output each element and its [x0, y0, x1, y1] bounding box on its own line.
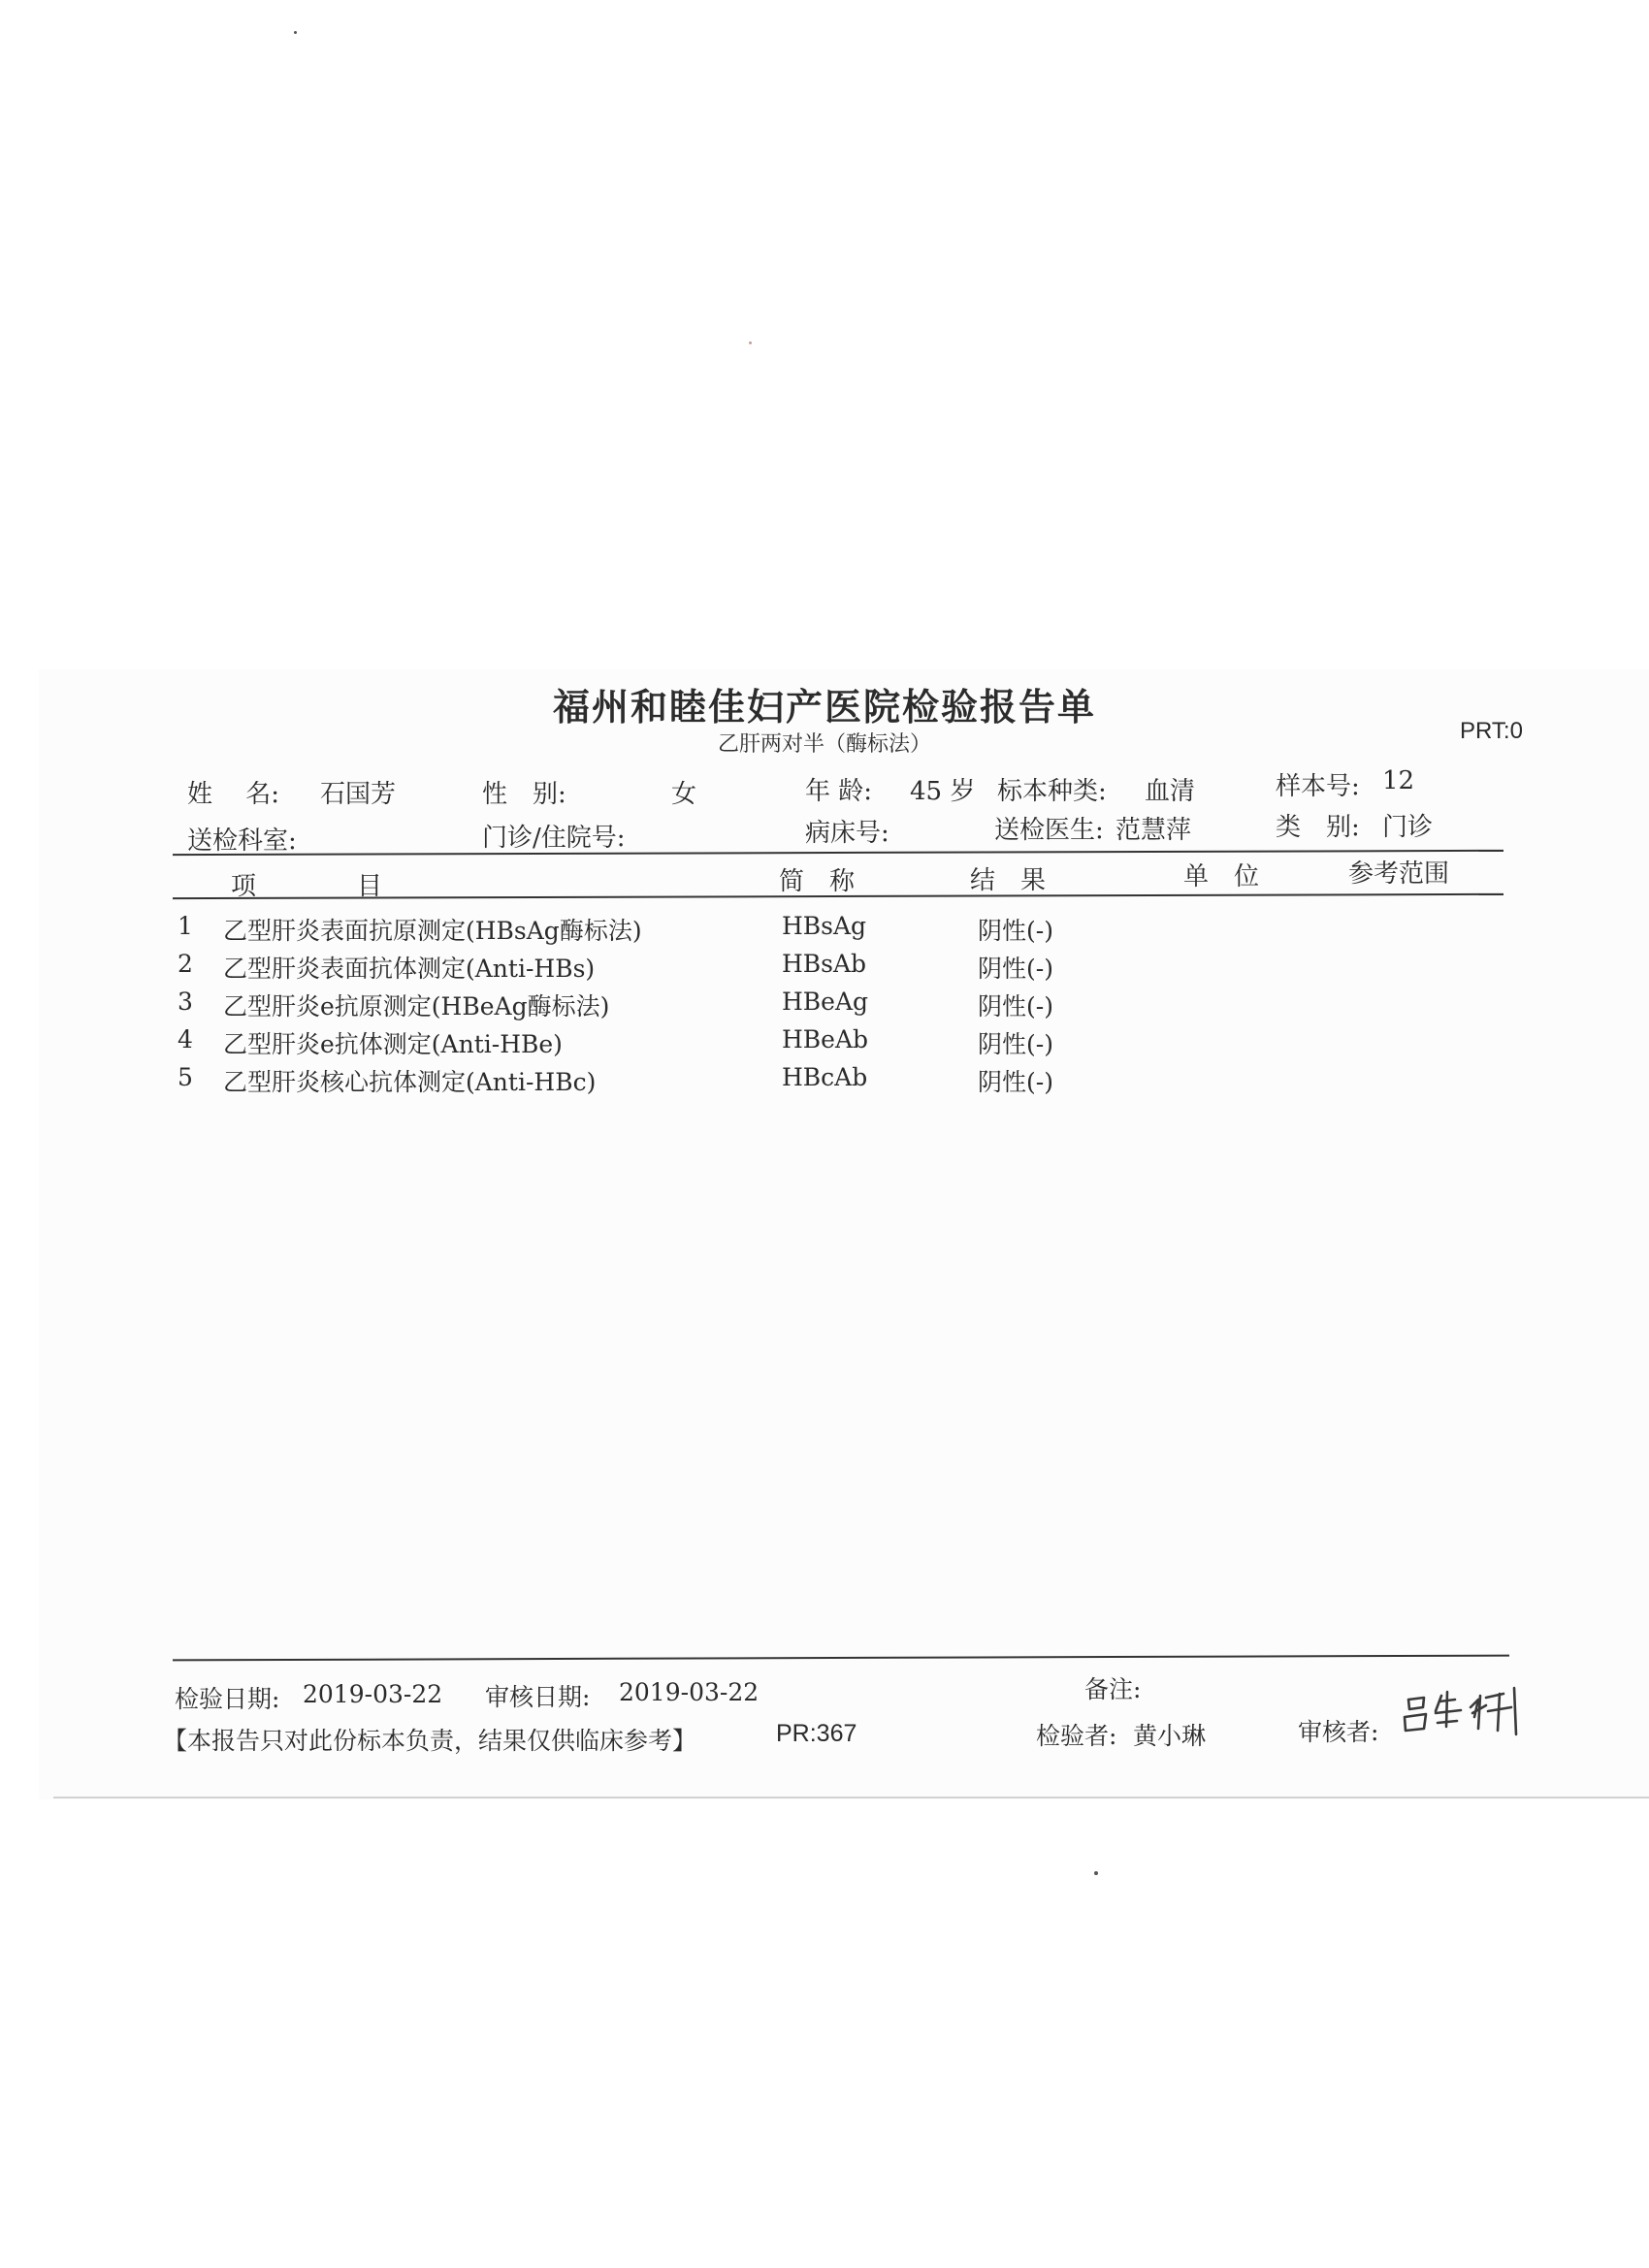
col-header-item: 项 目	[231, 872, 383, 901]
sample-no-label: 样本号:	[1276, 772, 1360, 801]
test-result: 阴性(-)	[978, 917, 1053, 945]
specimen-type-label: 标本种类:	[997, 777, 1107, 806]
patient-sex: 女	[671, 780, 697, 809]
test-abbreviation: HBcAb	[782, 1063, 868, 1091]
patient-age: 45 岁	[910, 777, 976, 806]
test-abbreviation: HBeAg	[782, 988, 869, 1016]
doctor-name: 范慧萍	[1116, 816, 1192, 845]
scan-speck	[294, 31, 297, 34]
category-value: 门诊	[1382, 813, 1434, 842]
table-row	[178, 988, 1536, 1026]
report-title: 福州和睦佳妇产医院检验报告单	[552, 685, 1096, 729]
dept-label: 送检科室:	[187, 826, 297, 856]
sample-no: 12	[1382, 766, 1415, 795]
sex-label: 性 别:	[482, 780, 566, 809]
table-row	[178, 912, 1536, 951]
doctor-label: 送检医生:	[994, 816, 1104, 845]
specimen-type: 血清	[1145, 777, 1196, 806]
tester-name: 黄小琳	[1133, 1722, 1207, 1750]
paper-edge	[53, 1797, 1649, 1798]
print-code: PRT:0	[1460, 718, 1523, 744]
table-row	[178, 950, 1536, 988]
test-result: 阴性(-)	[978, 992, 1053, 1021]
test-item-name: 乙型肝炎核心抗体测定(Anti-HBc)	[223, 1068, 597, 1096]
disclaimer: 【本报告只对此份标本负责，结果仅供临床参考】	[163, 1727, 697, 1755]
bed-no-label: 病床号:	[805, 819, 889, 848]
row-number: 4	[178, 1025, 193, 1053]
review-date: 2019-03-22	[619, 1678, 760, 1706]
clinic-no-label: 门诊/住院号:	[482, 824, 626, 853]
test-result: 阴性(-)	[978, 955, 1053, 983]
category-label: 类 别:	[1276, 813, 1360, 842]
col-header-abbr: 简 称	[779, 867, 856, 896]
name-label: 姓 名:	[187, 780, 280, 809]
col-header-reference: 参考范围	[1348, 859, 1450, 889]
age-label: 年 龄:	[805, 777, 873, 806]
col-header-unit: 单 位	[1183, 862, 1260, 891]
test-abbreviation: HBsAg	[782, 912, 867, 940]
table-row	[178, 1025, 1536, 1064]
table-row	[178, 1063, 1536, 1102]
remark-label: 备注:	[1084, 1675, 1142, 1703]
test-date: 2019-03-22	[303, 1680, 443, 1708]
tester-label: 检验者:	[1036, 1722, 1117, 1750]
test-item-name: 乙型肝炎表面抗体测定(Anti-HBs)	[223, 955, 596, 983]
scan-speck	[1094, 1871, 1098, 1875]
test-date-label: 检验日期:	[175, 1685, 280, 1713]
row-number: 5	[178, 1063, 193, 1091]
row-number: 3	[178, 988, 193, 1016]
test-abbreviation: HBsAb	[782, 950, 867, 978]
patient-name: 石国芳	[320, 780, 397, 809]
test-item-name: 乙型肝炎e抗原测定(HBeAg酶标法)	[223, 992, 610, 1021]
test-item-name: 乙型肝炎e抗体测定(Anti-HBe)	[223, 1030, 563, 1058]
report-subtitle: 乙肝两对半（酶标法）	[717, 732, 931, 757]
reviewer-label: 审核者:	[1298, 1718, 1379, 1746]
pr-code: PR:367	[776, 1720, 857, 1747]
test-abbreviation: HBeAb	[782, 1025, 869, 1053]
reviewer-signature	[1397, 1678, 1528, 1746]
col-header-result: 结 果	[970, 866, 1047, 895]
scan-speck	[749, 341, 752, 344]
test-result: 阴性(-)	[978, 1068, 1053, 1096]
row-number: 2	[178, 950, 193, 978]
review-date-label: 审核日期:	[485, 1683, 591, 1711]
row-number: 1	[178, 912, 193, 940]
test-result: 阴性(-)	[978, 1030, 1053, 1058]
test-item-name: 乙型肝炎表面抗原测定(HBsAg酶标法)	[223, 917, 642, 945]
